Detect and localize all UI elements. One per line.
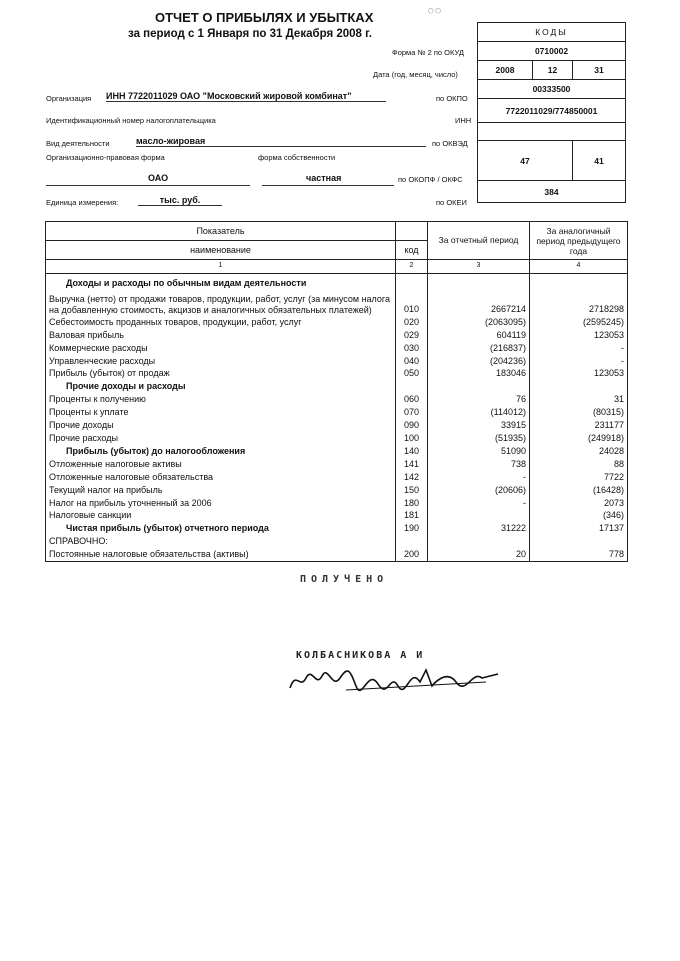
row-current: 2667214 [428,290,530,316]
row-previous: 31 [530,393,628,406]
legal-form-value: ОАО [148,173,169,183]
okved-label: по ОКВЭД [432,139,468,148]
ownership-underline [262,185,394,186]
col-number: 4 [530,260,628,274]
row-current: 20 [428,548,530,561]
report-title: ОТЧЕТ О ПРИБЫЛЯХ И УБЫТКАХ [155,10,374,25]
row-current: 33915 [428,419,530,432]
codes-box [477,22,626,203]
row-current: 738 [428,458,530,471]
table-row [46,458,628,471]
okpo-code: 00333500 [478,80,626,99]
row-previous: 17137 [530,522,628,535]
row-previous: (16428) [530,484,628,497]
inn-code: 7722011029/774850001 [478,99,626,123]
row-name: Прочие доходы и расходы [46,380,396,393]
row-code: 140 [396,445,428,458]
row-previous [530,380,628,393]
row-current: (2063095) [428,316,530,329]
head-name: наименование [46,241,396,260]
col-number: 3 [428,260,530,274]
row-code: 040 [396,355,428,368]
row-code: 070 [396,406,428,419]
okopf-label: по ОКОПФ / ОКФС [398,175,463,184]
table-row [46,329,628,342]
row-code: 060 [396,393,428,406]
row-code: 010 [396,290,428,316]
table-row [46,522,628,535]
row-current: - [428,471,530,484]
row-current: 51090 [428,445,530,458]
row-previous: 88 [530,458,628,471]
row-name: Текущий налог на прибыль [46,484,396,497]
activity-value: масло-жировая [136,136,426,147]
table-row [46,432,628,445]
row-previous [530,273,628,289]
row-previous: 24028 [530,445,628,458]
row-code: 180 [396,497,428,510]
row-code: 029 [396,329,428,342]
row-name: СПРАВОЧНО: [46,535,396,548]
head-previous: За аналогичный период предыдущего года [530,222,628,260]
table-row [46,484,628,497]
okei-label: по ОКЕИ [436,198,467,207]
row-name: Прибыль (убыток) от продаж [46,367,396,380]
table-row [46,393,628,406]
row-code: 141 [396,458,428,471]
income-statement-table [45,221,628,562]
row-code: 020 [396,316,428,329]
row-previous: 123053 [530,367,628,380]
row-current: (204236) [428,355,530,368]
okud-label: Форма № 2 по ОКУД [392,48,464,57]
row-name: Чистая прибыль (убыток) отчетного периода [46,522,396,535]
codes-heading: КОДЫ [478,23,626,42]
signer-name: КОЛБАСНИКОВА А И [296,650,425,661]
row-current: (51935) [428,432,530,445]
okpo-label: по ОКПО [436,94,468,103]
row-name: Прочие расходы [46,432,396,445]
row-previous: 778 [530,548,628,561]
okei-code: 384 [478,181,626,203]
okfs-code: 41 [573,141,626,181]
row-previous: 231177 [530,419,628,432]
report-period: за период с 1 Января по 31 Декабря 2008 г. [128,28,372,40]
row-current: 31222 [428,522,530,535]
table-row [46,316,628,329]
row-name: Выручка (нетто) от продажи товаров, продукции, работ, услуг (за минусом налога на добавленную стоимость, акцизов и аналогичных обязательных платежей) [46,290,396,316]
unit-label: Единица измерения: [46,198,119,207]
row-name: Себестоимость проданных товаров, продукции, работ, услуг [46,316,396,329]
row-code: 200 [396,548,428,561]
row-code: 150 [396,484,428,497]
inn-label: ИНН [455,116,472,125]
row-current [428,380,530,393]
date-label: Дата (год, месяц, число) [373,70,458,79]
head-code: код [396,241,428,260]
row-current: (216837) [428,342,530,355]
row-name: Отложенные налоговые активы [46,458,396,471]
row-previous: 2073 [530,497,628,510]
table-row [46,535,628,548]
row-name: Прочие доходы [46,419,396,432]
legal-form-underline [46,185,250,186]
row-previous [530,535,628,548]
table-row [46,290,628,316]
row-current: (114012) [428,406,530,419]
row-name: Валовая прибыль [46,329,396,342]
row-name: Прибыль (убыток) до налогообложения [46,445,396,458]
row-current: 604119 [428,329,530,342]
table-row [46,273,628,289]
row-current [428,273,530,289]
row-previous: 123053 [530,329,628,342]
signature [286,660,502,696]
okud-code: 0710002 [478,42,626,61]
row-previous: 2718298 [530,290,628,316]
row-code: 100 [396,432,428,445]
row-current: 183046 [428,367,530,380]
row-name: Проценты к получению [46,393,396,406]
legal-form-label: Организационно-правовая форма [46,153,165,162]
table-row [46,355,628,368]
row-code [396,380,428,393]
unit-value: тыс. руб. [138,195,222,206]
row-code: 181 [396,509,428,522]
table-row [46,471,628,484]
table-row [46,380,628,393]
table-row [46,548,628,561]
head-indicator: Показатель [46,222,396,241]
table-row [46,342,628,355]
col-number: 2 [396,260,428,274]
head-current: За отчетный период [428,222,530,260]
table-row [46,367,628,380]
row-previous: (346) [530,509,628,522]
row-code [396,535,428,548]
row-previous: (2595245) [530,316,628,329]
row-previous: - [530,355,628,368]
date-day: 31 [573,61,626,80]
activity-label: Вид деятельности [46,139,110,148]
row-previous: 7722 [530,471,628,484]
col-number: 1 [46,260,396,274]
row-name: Постоянные налоговые обязательства (активы) [46,548,396,561]
ownership-label: форма собственности [258,153,336,162]
table-row [46,497,628,510]
row-code: 142 [396,471,428,484]
row-name: Управленческие расходы [46,355,396,368]
table-row [46,419,628,432]
row-code: 090 [396,419,428,432]
row-previous: - [530,342,628,355]
table-row [46,406,628,419]
row-current: (20606) [428,484,530,497]
row-current [428,509,530,522]
row-name: Проценты к уплате [46,406,396,419]
date-month: 12 [533,61,573,80]
row-name: Налоговые санкции [46,509,396,522]
org-label: Организация [46,94,92,103]
row-previous: (249918) [530,432,628,445]
okopf-code: 47 [478,141,573,181]
row-name: Отложенные налоговые обязательства [46,471,396,484]
row-previous: (80315) [530,406,628,419]
row-name: Налог на прибыль уточненный за 2006 [46,497,396,510]
table-row [46,509,628,522]
row-name: Доходы и расходы по обычным видам деятельности [46,273,396,289]
ownership-value: частная [306,173,342,183]
row-code: 190 [396,522,428,535]
date-year: 2008 [478,61,533,80]
row-current [428,535,530,548]
org-value: ИНН 7722011029 ОАО "Московский жировой комбинат" [106,91,386,102]
row-code [396,273,428,289]
row-code: 030 [396,342,428,355]
row-code: 050 [396,367,428,380]
received-stamp: ПОЛУЧЕНО [300,574,389,585]
row-current: 76 [428,393,530,406]
table-row [46,445,628,458]
taxpayer-label: Идентификационный номер налогоплательщика [46,116,216,125]
row-current: - [428,497,530,510]
row-name: Коммерческие расходы [46,342,396,355]
